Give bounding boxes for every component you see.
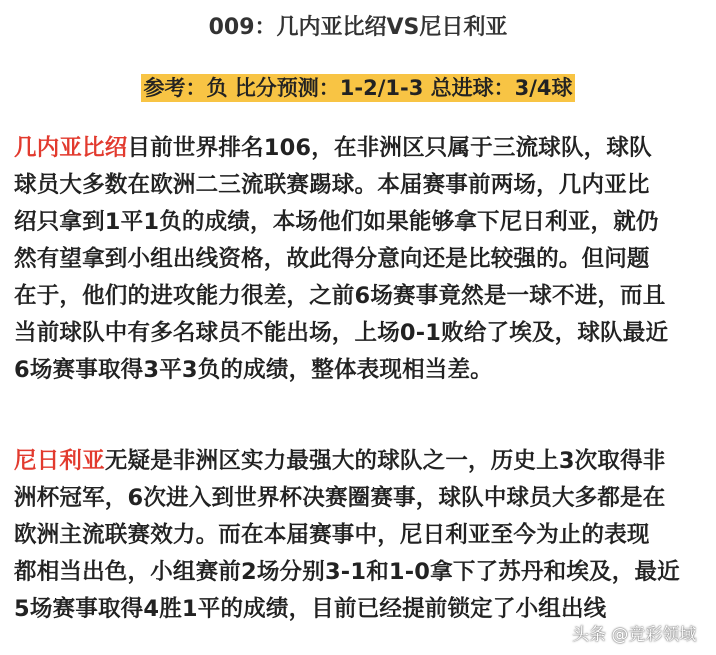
text-line: 在于，他们的进攻能力很差，之前6场赛事竟然是一球不进，而且 [14, 283, 666, 309]
text-line: 欧洲主流联赛效力。而在本届赛事中，尼日利亚至今为止的表现 [14, 522, 650, 548]
text-line: 绍只拿到1平1负的成绩，本场他们如果能够拿下尼日利亚，就仍 [14, 209, 659, 235]
team-name: 尼日利亚 [14, 448, 105, 474]
text-line: 洲杯冠军，6次进入到世界杯决赛圈赛事，球队中球员大多都是在 [14, 485, 666, 511]
prediction-text: 参考：负 比分预测：1-2/1-3 总进球：3/4球 [143, 76, 573, 100]
paragraph-guinea-bissau [14, 130, 714, 389]
text-line: 6场赛事取得3平3负的成绩，整体表现相当差。 [14, 357, 493, 383]
article-title: 009：几内亚比绍VS尼日利亚 [208, 15, 508, 40]
text-line: 都相当出色，小组赛前2场分别3-1和1-0拿下了苏丹和埃及，最近 [14, 559, 680, 585]
text-line: 目前世界排名106，在非洲区只属于三流球队，球队 [127, 135, 652, 161]
text-line: 球员大多数在欧洲二三流联赛踢球。本届赛事前两场，几内亚比 [14, 172, 650, 198]
text-line: 当前球队中有多名球员不能出场，上场0-1败给了埃及，球队最近 [14, 320, 669, 346]
text-line: 无疑是非洲区实力最强大的球队之一，历史上3次取得非 [104, 448, 666, 474]
text-line: 然有望拿到小组出线资格，故此得分意向还是比较强的。但问题 [14, 246, 650, 272]
prediction-banner [0, 72, 716, 102]
paragraph-nigeria [14, 443, 714, 628]
team-name: 几内亚比绍 [14, 135, 128, 161]
text-line: 5场赛事取得4胜1平的成绩，目前已经提前锁定了小组出线 [14, 596, 607, 622]
watermark: 头条 @竞彩领域 [572, 625, 697, 645]
